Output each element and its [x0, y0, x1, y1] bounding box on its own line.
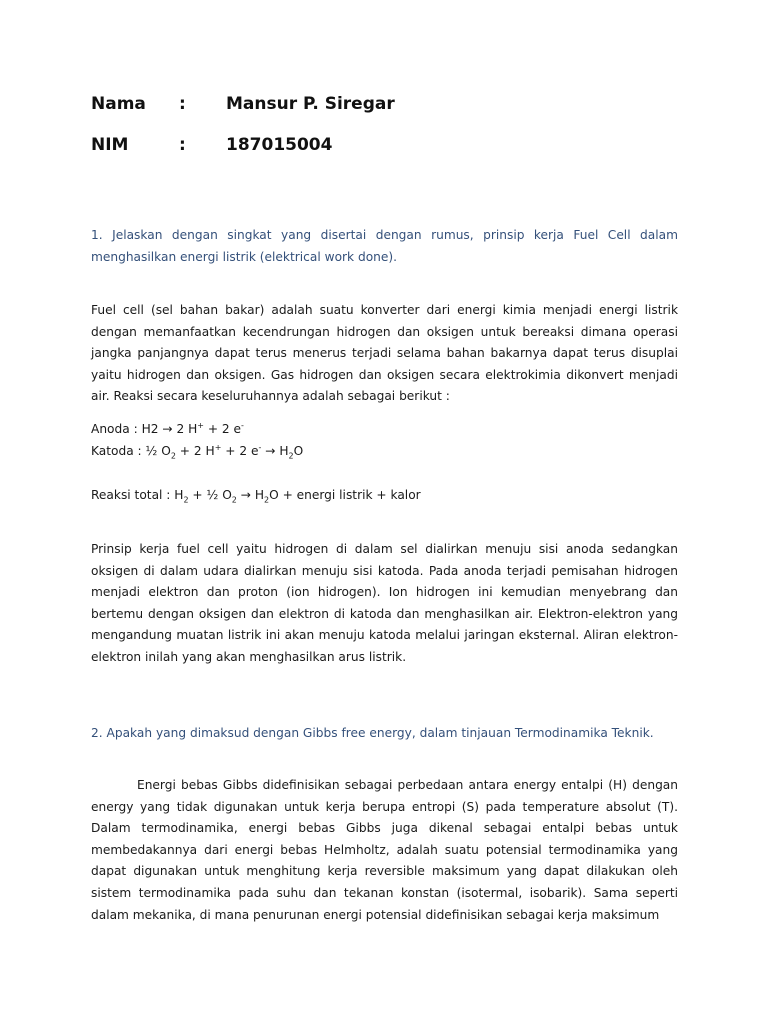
nim-label: NIM — [91, 135, 129, 155]
name-colon: : — [179, 94, 186, 114]
katoda-reaction: Katoda : ½ $O_2 + 2$ H+ + 2 $e^- \to H_2O$ — [91, 442, 304, 461]
answer-2-paragraph-1: Energi bebas Gibbs didefinisikan sebagai perbedaan antara energy entalpi (H) dengan energy yang tidak digunakan untuk kerja berupa entropi (S) pada temperature absolut (T). Dalam termodinamika, energi bebas Gibbs juga dikenal sebagai entalpi bebas untuk membedakannya dari energi bebas Helmholtz, adalah suatu potensial termodinamika yang dapat digunakan untuk menghitung kerja reversible maksimum yang dapat dilakukan oleh sistem termodinamika pada suhu dan tekanan konstan (isotermal, isobarik). Sama seperti dalam mekanika, di mana penurunan energi potensial didefinisikan sebagai kerja maksimum — [91, 778, 678, 922]
question-2: 2. Apakah yang dimaksud dengan Gibbs free energy, dalam tinjauan Termodinamika Teknik. — [91, 726, 654, 740]
question-1: 1. Jelaskan dengan singkat yang disertai dengan rumus, prinsip kerja Fuel Cell dalam menghasilkan energi listrik (elektrical work done). — [91, 228, 678, 264]
answer-1-paragraph-2: Prinsip kerja fuel cell yaitu hidrogen di dalam sel dialirkan menuju sisi anoda sedangkan oksigen di dalam udara dialirkan menuju sisi katoda. Pada anoda terjadi pemisahan hidrogen menjadi elektron dan proton (ion hidrogen). Ion hidrogen ini kemudian menyebrang dan bertemu dengan oksigen dan elektron di katoda dan menghasilkan air. Elektron-elektron yang mengandung muatan listrik ini akan menuju katoda melalui jaringan eksternal. Aliran elektron-elektron inilah yang akan menghasilkan arus listrik. — [91, 542, 678, 664]
anoda-reaction: Anoda : H2 → 2 H+ + 2 e- — [91, 420, 244, 436]
nim-colon: : — [179, 135, 186, 155]
name-value: Mansur P. Siregar — [226, 94, 395, 114]
name-label: Nama — [91, 94, 146, 114]
nim-value: 187015004 — [226, 135, 333, 155]
answer-1-paragraph-1: Fuel cell (sel bahan bakar) adalah suatu konverter dari energi kimia menjadi energi listrik dengan memanfaatkan kecendrungan hidrogen dan oksigen untuk bereaksi dimana operasi jangka panjangnya dapat terus menerus terjadi selama bahan bakarnya dapat terus disuplai yaitu hidrogen dan oksigen. Gas hidrogen dan oksigen secara elektrokimia dikonvert menjadi air. Reaksi secara keseluruhannya adalah sebagai berikut : — [91, 303, 678, 404]
total-reaction: Reaksi total : $H_2$ + ½ $O_2 \to H_2O$ + energi listrik + kalor — [91, 488, 421, 505]
